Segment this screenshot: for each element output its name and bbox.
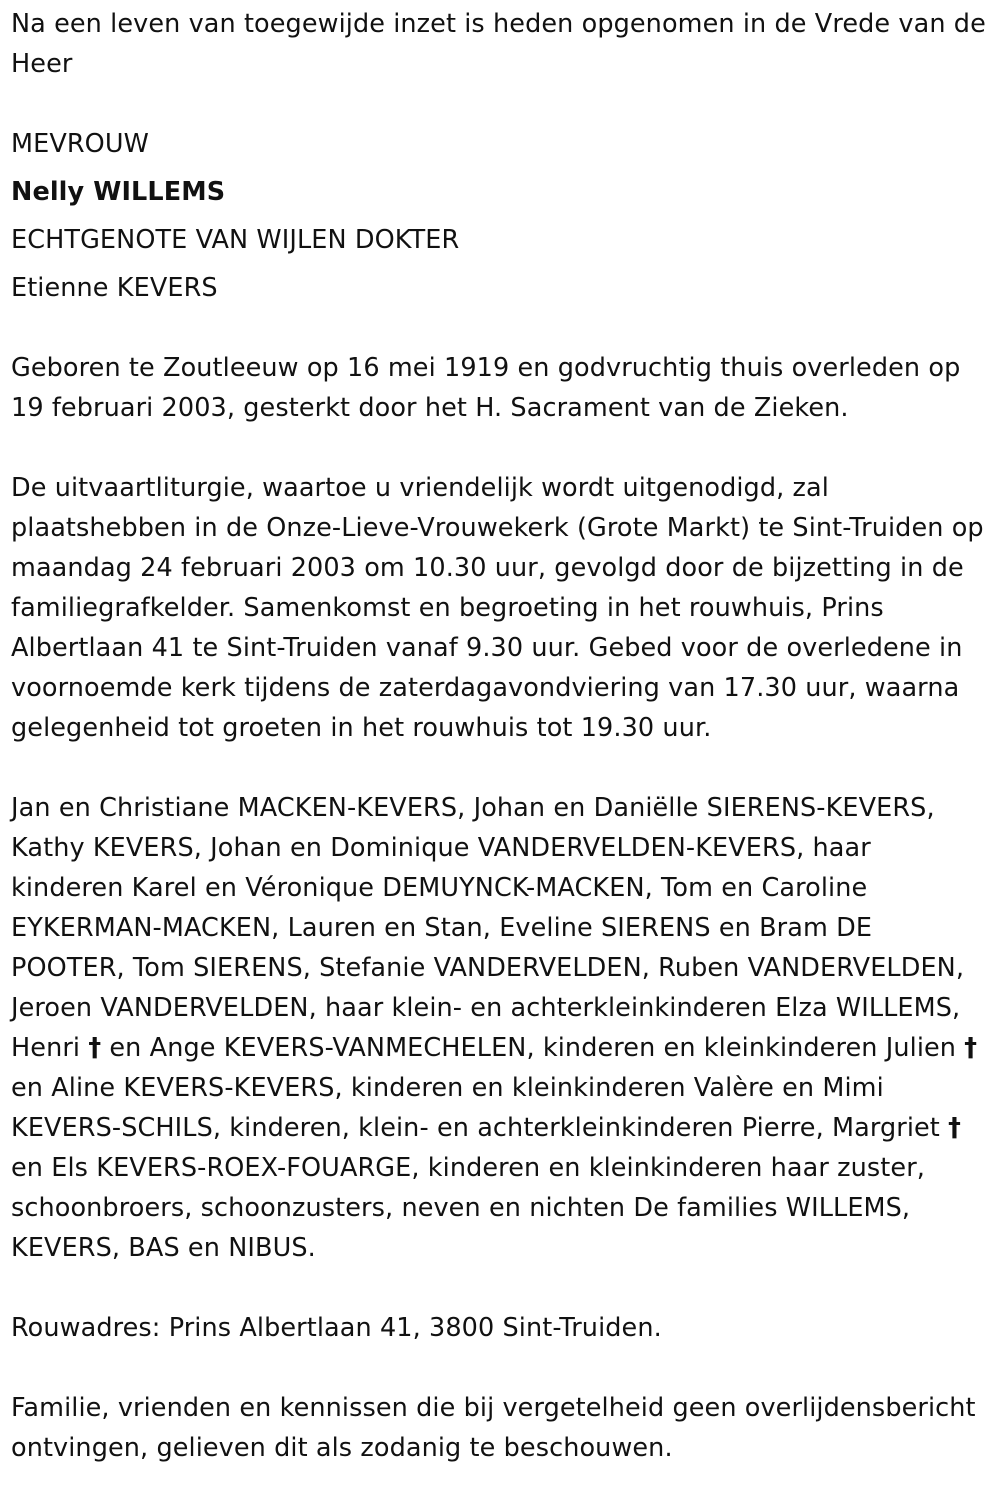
intro-text: Na een leven van toegewijde inzet is heden opgenomen in de Vrede van de Heer: [11, 9, 986, 79]
spacer: [11, 1348, 990, 1388]
spacer: [11, 84, 990, 124]
cross-icon: †: [948, 1113, 961, 1143]
family-paragraph: [11, 788, 990, 1268]
funeral-paragraph: De uitvaartliturgie, waartoe u vriendelijk wordt uitgenodigd, zal plaatshebben in de Onze-Lieve-Vrouwekerk (Grote Markt) te Sint-Truiden op maandag 24 februari 2003 om 10.30 uur, gevolgd door de bijzetting in de familiegrafkelder. Samenkomst en begroeting in het rouwhuis, Prins Albertlaan 41 te Sint-Truiden vanaf 9.30 uur. Gebed voor de overledene in voornoemde kerk tijdens de zaterdagavondviering van 17.30 uur, waarna gelegenheid tot groeten in het rouwhuis tot 19.30 uur.: [11, 473, 984, 743]
family-text-part4: en Els KEVERS-ROEX-FOUARGE, kinderen en kleinkinderen haar zuster, schoonbroers, schoonzusters, neven en nichten De families WILLEMS, KEVERS, BAS en NIBUS.: [11, 1153, 925, 1263]
birth-death-paragraph: Geboren te Zoutleeuw op 16 mei 1919 en godvruchtig thuis overleden op 19 februari 2003, gesterkt door het H. Sacrament van de Zieken.: [11, 353, 961, 423]
deceased-name: Nelly WILLEMS: [11, 177, 226, 207]
deceased-block: [11, 120, 990, 312]
honorific: MEVROUW: [11, 129, 149, 159]
closing-paragraph: Familie, vrienden en kennissen die bij vergetelheid geen overlijdensbericht ontvingen, gelieven dit als zodanig te beschouwen.: [11, 1393, 976, 1463]
cross-icon: †: [964, 1033, 978, 1063]
spouse-title: ECHTGENOTE VAN WIJLEN DOKTER: [11, 225, 460, 255]
cross-icon: †: [88, 1033, 102, 1063]
spacer: [11, 1268, 990, 1308]
spacer: [11, 748, 990, 788]
address-line: Rouwadres: Prins Albertlaan 41, 3800 Sint-Truiden.: [11, 1313, 662, 1343]
spouse-name: Etienne KEVERS: [11, 273, 218, 303]
family-text-part2: en Ange KEVERS-VANMECHELEN, kinderen en kleinkinderen Julien: [109, 1033, 957, 1063]
spacer: [11, 428, 990, 468]
family-text-part3: en Aline KEVERS-KEVERS, kinderen en kleinkinderen Valère en Mimi KEVERS-SCHILS, kinderen, klein- en achterkleinkinderen Pierre, Margriet: [11, 1073, 940, 1143]
spacer: [11, 308, 990, 348]
family-text-part1: Jan en Christiane MACKEN-KEVERS, Johan en Daniëlle SIERENS-KEVERS, Kathy KEVERS, Johan en Dominique VANDERVELDEN-KEVERS, haar kinderen Karel en Véronique DEMUYNCK-MACKEN, Tom en Caroline EYKERMAN-MACKEN, Lauren en Stan, Eveline SIERENS en Bram DE POOTER, Tom SIERENS, Stefanie VANDERVELDEN, Ruben VANDERVELDEN, Jeroen VANDERVELDEN, haar klein- en achterkleinkinderen Elza WILLEMS, Henri: [11, 793, 965, 1063]
